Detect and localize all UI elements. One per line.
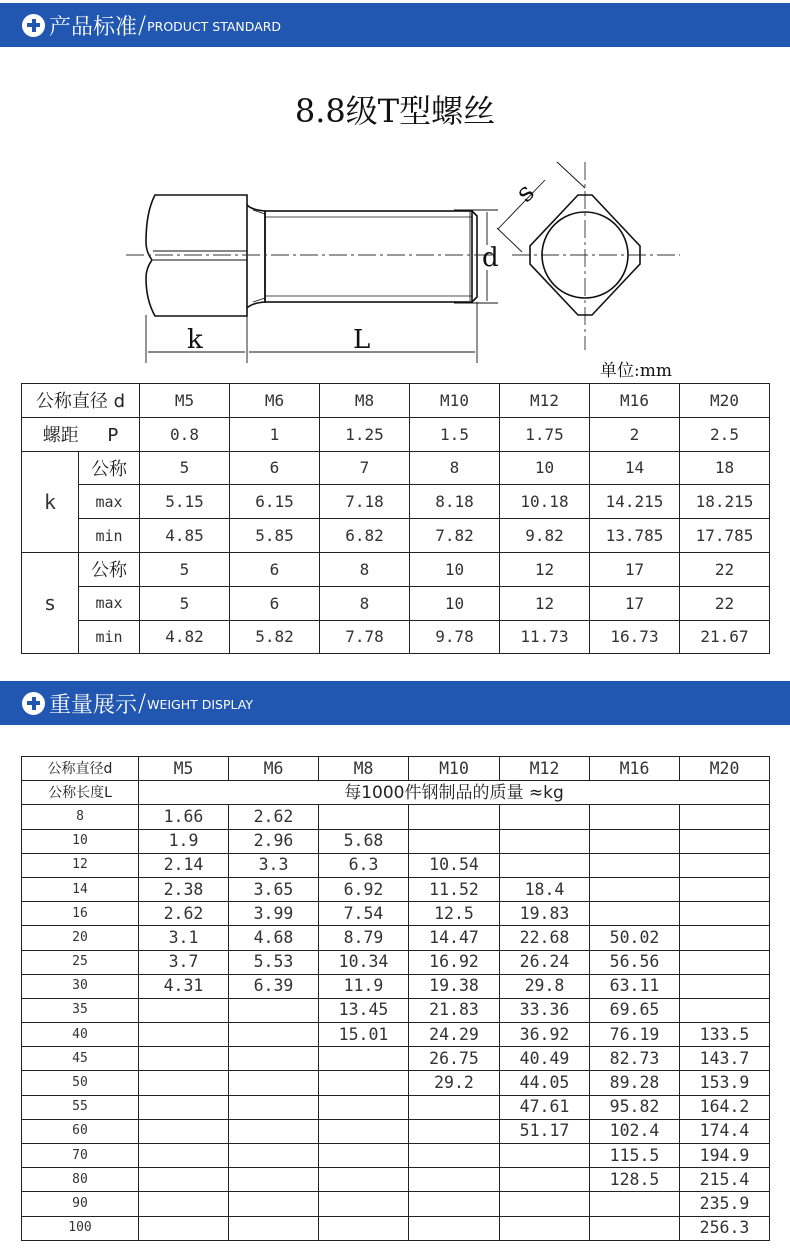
weight-cell: 19.83 — [500, 902, 590, 926]
spec-cell: 5.82 — [230, 620, 320, 654]
pitch-label — [22, 417, 140, 451]
spec-cell: 18 — [680, 451, 770, 485]
spec-cell: 7.82 — [410, 519, 500, 553]
weight-cell — [409, 1192, 500, 1216]
weight-cell: 51.17 — [500, 1119, 590, 1143]
weight-cell: 3.7 — [139, 950, 229, 974]
row-sublabel: max — [79, 485, 140, 519]
spec-cell: 5.15 — [140, 485, 230, 519]
weight-cell — [680, 902, 770, 926]
spec-cell: 9.78 — [410, 620, 500, 654]
s-min-row — [22, 620, 770, 654]
weight-cell — [139, 1168, 229, 1192]
weight-cell — [680, 998, 770, 1022]
weight-cell — [139, 1216, 229, 1240]
weight-cell: 16.92 — [409, 950, 500, 974]
weight-cell: 10.54 — [409, 853, 500, 877]
spec-cell: 17 — [590, 586, 680, 620]
spec-cell: 10.18 — [500, 485, 590, 519]
weight-cell — [319, 1119, 409, 1143]
spec-cell: 5 — [140, 451, 230, 485]
unit-label: 单位:mm — [600, 361, 672, 381]
weight-rows — [22, 805, 770, 1240]
weight-cell: 1.9 — [139, 829, 229, 853]
weight-cell — [229, 1047, 319, 1071]
table-row — [22, 926, 770, 950]
label-L: L — [353, 325, 371, 355]
weight-cell — [500, 805, 590, 829]
row-sublabel: 公称 — [79, 451, 140, 485]
weight-cell: 21.83 — [409, 998, 500, 1022]
weight-cell — [319, 1168, 409, 1192]
spec-cell: 6.82 — [320, 519, 410, 553]
weight-cell — [590, 877, 680, 901]
weight-cell: 2.14 — [139, 853, 229, 877]
weight-cell: 235.9 — [680, 1192, 770, 1216]
spec-cell: 10 — [410, 586, 500, 620]
spec-cell: 8 — [320, 586, 410, 620]
weight-cell — [590, 902, 680, 926]
pitch-cell: 2.5 — [680, 417, 770, 451]
weight-cell: 95.82 — [590, 1095, 680, 1119]
weight-cell: 47.61 — [500, 1095, 590, 1119]
pitch-row — [22, 417, 770, 451]
pitch-cell: 1.5 — [410, 417, 500, 451]
s-label: s — [22, 552, 79, 653]
label-d: d — [482, 243, 499, 273]
weight-header-row — [22, 757, 770, 781]
weight-cell: 2.96 — [229, 829, 319, 853]
weight-cell: 164.2 — [680, 1095, 770, 1119]
weight-cell — [500, 1216, 590, 1240]
length-cell: 10 — [22, 829, 139, 853]
weight-cell: 69.65 — [590, 998, 680, 1022]
weight-cell — [139, 998, 229, 1022]
weight-cell: 56.56 — [590, 950, 680, 974]
length-cell: 55 — [22, 1095, 139, 1119]
length-cell: 35 — [22, 998, 139, 1022]
nominal-length-label: 公称长度L — [22, 781, 139, 805]
weight-cell — [500, 1168, 590, 1192]
weight-cell: 3.65 — [229, 877, 319, 901]
weight-cell: 1.66 — [139, 805, 229, 829]
plus-circle-icon — [22, 14, 45, 37]
weight-cell — [409, 1216, 500, 1240]
weight-cell: 11.9 — [319, 974, 409, 998]
length-cell: 14 — [22, 877, 139, 901]
size-cell: M10 — [409, 757, 500, 781]
spec-cell: 22 — [680, 552, 770, 586]
spec-cell: 16.73 — [590, 620, 680, 654]
weight-cell — [590, 1216, 680, 1240]
weight-cell — [409, 1119, 500, 1143]
weight-cell: 14.47 — [409, 926, 500, 950]
weight-cell: 7.54 — [319, 902, 409, 926]
spec-cell: 8 — [410, 451, 500, 485]
spec-header-row — [22, 384, 770, 418]
weight-cell — [229, 1192, 319, 1216]
length-cell: 70 — [22, 1144, 139, 1168]
pitch-cell: 2 — [590, 417, 680, 451]
weight-cell: 215.4 — [680, 1168, 770, 1192]
weight-cell — [680, 877, 770, 901]
weight-cell — [680, 926, 770, 950]
length-cell: 16 — [22, 902, 139, 926]
weight-cell — [139, 1095, 229, 1119]
spec-cell: 6.15 — [230, 485, 320, 519]
spec-cell: 14 — [590, 451, 680, 485]
banner-slash: / — [138, 689, 147, 717]
weight-cell: 4.31 — [139, 974, 229, 998]
product-title: 8.8级T型螺丝 — [294, 92, 496, 130]
weight-cell — [409, 805, 500, 829]
weight-cell — [680, 853, 770, 877]
weight-cell — [409, 829, 500, 853]
weight-cell — [229, 1071, 319, 1095]
weight-cell: 3.3 — [229, 853, 319, 877]
weight-cell — [229, 1144, 319, 1168]
weight-cell — [319, 1095, 409, 1119]
table-row — [22, 1047, 770, 1071]
weight-cell: 22.68 — [500, 926, 590, 950]
weight-cell — [319, 1216, 409, 1240]
table-row — [22, 829, 770, 853]
pitch-cell: 1.75 — [500, 417, 590, 451]
table-row — [22, 998, 770, 1022]
weight-cell: 115.5 — [590, 1144, 680, 1168]
length-cell: 12 — [22, 853, 139, 877]
table-row — [22, 1192, 770, 1216]
table-row — [22, 902, 770, 926]
banner-slash: / — [138, 11, 147, 39]
weight-cell: 63.11 — [590, 974, 680, 998]
length-cell: 40 — [22, 1023, 139, 1047]
weight-cell: 26.75 — [409, 1047, 500, 1071]
length-cell: 80 — [22, 1168, 139, 1192]
table-row — [22, 974, 770, 998]
weight-cell: 26.24 — [500, 950, 590, 974]
weight-cell — [139, 1023, 229, 1047]
weight-cell — [319, 1047, 409, 1071]
label-s: s — [510, 177, 541, 209]
weight-cell: 10.34 — [319, 950, 409, 974]
spec-cell: 12 — [500, 552, 590, 586]
spec-cell: 6 — [230, 586, 320, 620]
weight-cell: 6.3 — [319, 853, 409, 877]
weight-cell: 18.4 — [500, 877, 590, 901]
weight-cell — [229, 1023, 319, 1047]
weight-cell: 133.5 — [680, 1023, 770, 1047]
weight-cell — [680, 974, 770, 998]
s-max-row — [22, 586, 770, 620]
weight-cell — [139, 1119, 229, 1143]
weight-unit-note: 每1000件钢制品的质量 ≈kg — [139, 781, 770, 805]
weight-cell — [409, 1095, 500, 1119]
spec-cell: 6 — [230, 451, 320, 485]
pitch-cell: 1 — [230, 417, 320, 451]
weight-cell: 33.36 — [500, 998, 590, 1022]
weight-cell: 50.02 — [590, 926, 680, 950]
weight-cell — [590, 1192, 680, 1216]
banner-title-zh: 产品标准 — [49, 14, 138, 40]
weight-cell — [319, 1144, 409, 1168]
banner-title-zh: 重量展示 — [49, 692, 138, 718]
weight-cell — [229, 1095, 319, 1119]
spec-cell: 7 — [320, 451, 410, 485]
row-sublabel: min — [79, 519, 140, 553]
weight-cell: 6.92 — [319, 877, 409, 901]
weight-cell — [139, 1192, 229, 1216]
spec-cell: 4.85 — [140, 519, 230, 553]
weight-cell — [229, 998, 319, 1022]
weight-cell: 102.4 — [590, 1119, 680, 1143]
spec-cell: 8.18 — [410, 485, 500, 519]
weight-cell: 13.45 — [319, 998, 409, 1022]
size-cell: M20 — [680, 384, 770, 418]
size-cell: M16 — [590, 384, 680, 418]
row-sublabel: 公称 — [79, 552, 140, 586]
weight-cell — [680, 805, 770, 829]
spec-cell: 6 — [230, 552, 320, 586]
weight-cell — [680, 950, 770, 974]
weight-cell — [229, 1168, 319, 1192]
pitch-label-zh: 螺距 — [42, 425, 79, 447]
weight-cell — [500, 829, 590, 853]
spec-cell: 17 — [590, 552, 680, 586]
weight-cell — [139, 1047, 229, 1071]
weight-cell: 76.19 — [590, 1023, 680, 1047]
table-row — [22, 1216, 770, 1240]
pitch-cell: 1.25 — [320, 417, 410, 451]
weight-cell: 2.62 — [139, 902, 229, 926]
weight-subheader-row — [22, 781, 770, 805]
weight-cell: 5.68 — [319, 829, 409, 853]
spec-cell: 5 — [140, 552, 230, 586]
plus-circle-icon — [22, 692, 45, 715]
section-banner-product-standard — [0, 3, 790, 47]
length-cell: 25 — [22, 950, 139, 974]
spec-cell: 5 — [140, 586, 230, 620]
weight-cell: 174.4 — [680, 1119, 770, 1143]
size-cell: M5 — [139, 757, 229, 781]
weight-cell — [229, 1119, 319, 1143]
weight-cell — [319, 1071, 409, 1095]
weight-cell: 128.5 — [590, 1168, 680, 1192]
weight-table — [21, 756, 770, 1241]
weight-cell — [590, 853, 680, 877]
spec-cell: 7.18 — [320, 485, 410, 519]
length-cell: 60 — [22, 1119, 139, 1143]
size-cell: M16 — [590, 757, 680, 781]
weight-cell: 44.05 — [500, 1071, 590, 1095]
nominal-diameter-label: 公称直径d — [22, 757, 139, 781]
weight-cell — [500, 1144, 590, 1168]
spec-cell: 17.785 — [680, 519, 770, 553]
table-row — [22, 950, 770, 974]
weight-cell: 8.79 — [319, 926, 409, 950]
weight-cell — [319, 805, 409, 829]
table-row — [22, 877, 770, 901]
k-min-row — [22, 519, 770, 553]
spec-cell: 8 — [320, 552, 410, 586]
size-cell: M12 — [500, 757, 590, 781]
length-cell: 100 — [22, 1216, 139, 1240]
spec-cell: 18.215 — [680, 485, 770, 519]
spec-table — [21, 383, 770, 654]
weight-cell: 12.5 — [409, 902, 500, 926]
spec-cell: 14.215 — [590, 485, 680, 519]
table-row — [22, 1095, 770, 1119]
pitch-cell: 0.8 — [140, 417, 230, 451]
weight-cell — [500, 1192, 590, 1216]
pitch-symbol: P — [107, 425, 119, 447]
length-cell: 45 — [22, 1047, 139, 1071]
weight-cell: 36.92 — [500, 1023, 590, 1047]
size-cell: M6 — [229, 757, 319, 781]
weight-cell: 3.99 — [229, 902, 319, 926]
spec-cell: 21.67 — [680, 620, 770, 654]
spec-cell: 12 — [500, 586, 590, 620]
spec-cell: 11.73 — [500, 620, 590, 654]
weight-cell — [409, 1144, 500, 1168]
spec-cell: 5.85 — [230, 519, 320, 553]
length-cell: 30 — [22, 974, 139, 998]
spec-cell: 9.82 — [500, 519, 590, 553]
weight-cell: 40.49 — [500, 1047, 590, 1071]
weight-cell: 6.39 — [229, 974, 319, 998]
table-row — [22, 1168, 770, 1192]
weight-cell — [680, 829, 770, 853]
k-max-row — [22, 485, 770, 519]
size-cell: M12 — [500, 384, 590, 418]
weight-cell: 24.29 — [409, 1023, 500, 1047]
weight-cell: 11.52 — [409, 877, 500, 901]
nominal-diameter-label: 公称直径 d — [22, 384, 140, 418]
length-cell: 90 — [22, 1192, 139, 1216]
weight-cell: 4.68 — [229, 926, 319, 950]
weight-cell: 2.38 — [139, 877, 229, 901]
weight-cell: 153.9 — [680, 1071, 770, 1095]
weight-cell: 3.1 — [139, 926, 229, 950]
table-row — [22, 1071, 770, 1095]
weight-cell — [409, 1168, 500, 1192]
spec-cell: 10 — [410, 552, 500, 586]
weight-cell: 89.28 — [590, 1071, 680, 1095]
length-cell: 8 — [22, 805, 139, 829]
weight-cell — [590, 829, 680, 853]
weight-cell: 256.3 — [680, 1216, 770, 1240]
weight-cell: 194.9 — [680, 1144, 770, 1168]
spec-cell: 10 — [500, 451, 590, 485]
table-row — [22, 805, 770, 829]
table-row — [22, 1119, 770, 1143]
label-k: k — [187, 325, 203, 355]
weight-cell — [139, 1071, 229, 1095]
weight-cell: 29.2 — [409, 1071, 500, 1095]
weight-cell: 82.73 — [590, 1047, 680, 1071]
weight-cell: 5.53 — [229, 950, 319, 974]
banner-title-en: PRODUCT STANDARD — [147, 19, 282, 34]
size-cell: M10 — [410, 384, 500, 418]
s-nominal-row — [22, 552, 770, 586]
weight-cell: 143.7 — [680, 1047, 770, 1071]
length-cell: 20 — [22, 926, 139, 950]
weight-cell: 29.8 — [500, 974, 590, 998]
section-banner-weight-display — [0, 681, 790, 725]
length-cell: 50 — [22, 1071, 139, 1095]
banner-title-en: WEIGHT DISPLAY — [147, 697, 253, 712]
weight-cell — [229, 1216, 319, 1240]
size-cell: M5 — [140, 384, 230, 418]
weight-cell — [139, 1144, 229, 1168]
weight-cell: 2.62 — [229, 805, 319, 829]
table-row — [22, 1144, 770, 1168]
table-row — [22, 1023, 770, 1047]
row-sublabel: max — [79, 586, 140, 620]
table-row — [22, 853, 770, 877]
spec-cell: 4.82 — [140, 620, 230, 654]
weight-cell — [590, 805, 680, 829]
bolt-technical-drawing — [120, 150, 680, 380]
size-cell: M8 — [319, 757, 409, 781]
row-sublabel: min — [79, 620, 140, 654]
spec-cell: 13.785 — [590, 519, 680, 553]
size-cell: M6 — [230, 384, 320, 418]
k-label: k — [22, 451, 79, 552]
size-cell: M20 — [680, 757, 770, 781]
spec-cell: 7.78 — [320, 620, 410, 654]
size-cell: M8 — [320, 384, 410, 418]
weight-cell: 15.01 — [319, 1023, 409, 1047]
weight-cell — [319, 1192, 409, 1216]
k-nominal-row — [22, 451, 770, 485]
spec-cell: 22 — [680, 586, 770, 620]
weight-cell: 19.38 — [409, 974, 500, 998]
weight-cell — [500, 853, 590, 877]
